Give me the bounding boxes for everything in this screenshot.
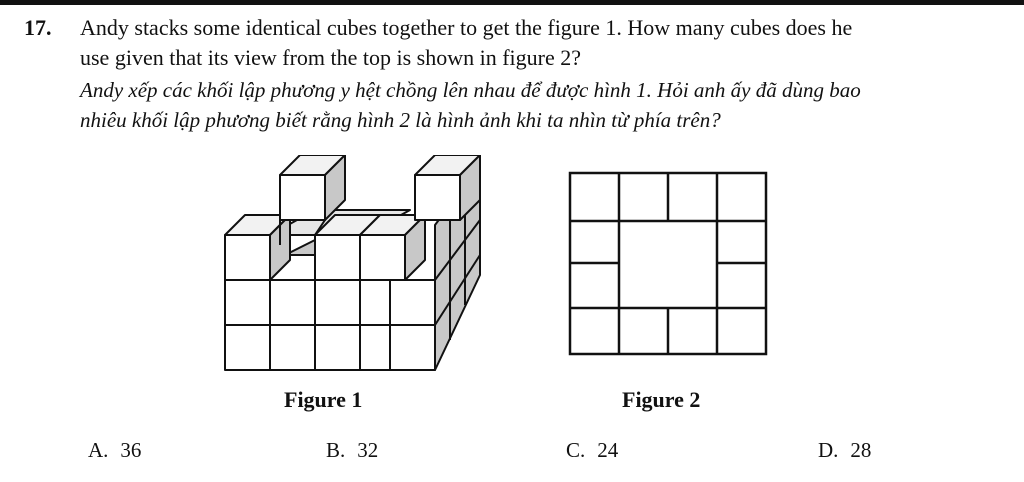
option-b-label: B. (326, 438, 346, 462)
option-d-label: D. (818, 438, 839, 462)
figure-1-cube-stack (205, 155, 495, 385)
option-a-label: A. (88, 438, 109, 462)
top-border (0, 0, 1024, 5)
question-text-line-2: use given that its view from the top is shown in figure 2? (80, 45, 582, 70)
option-c[interactable] (566, 438, 618, 463)
option-b[interactable] (326, 438, 378, 463)
option-a[interactable] (88, 438, 141, 463)
option-a-value: 36 (120, 438, 142, 462)
question-text-line-1: Andy stacks some identical cubes together to get the figure 1. How many cubes does he (80, 15, 853, 40)
question-vi-line-2: nhiêu khối lập phương biết rằng hình 2 là hình ảnh khi ta nhìn từ phía trên? (80, 108, 721, 132)
option-b-value: 32 (357, 438, 379, 462)
figure-2-top-view (560, 163, 770, 358)
option-c-label: C. (566, 438, 586, 462)
option-d-value: 28 (850, 438, 872, 462)
option-d[interactable] (818, 438, 871, 463)
question-vi-line-1: Andy xếp các khối lập phương y hệt chồng lên nhau để được hình 1. Hỏi anh ấy đã dùng bao (80, 78, 861, 102)
figure-1-caption: Figure 1 (284, 387, 363, 412)
figure-2-caption: Figure 2 (622, 387, 701, 412)
option-c-value: 24 (597, 438, 619, 462)
question-number: 17. (24, 15, 52, 40)
